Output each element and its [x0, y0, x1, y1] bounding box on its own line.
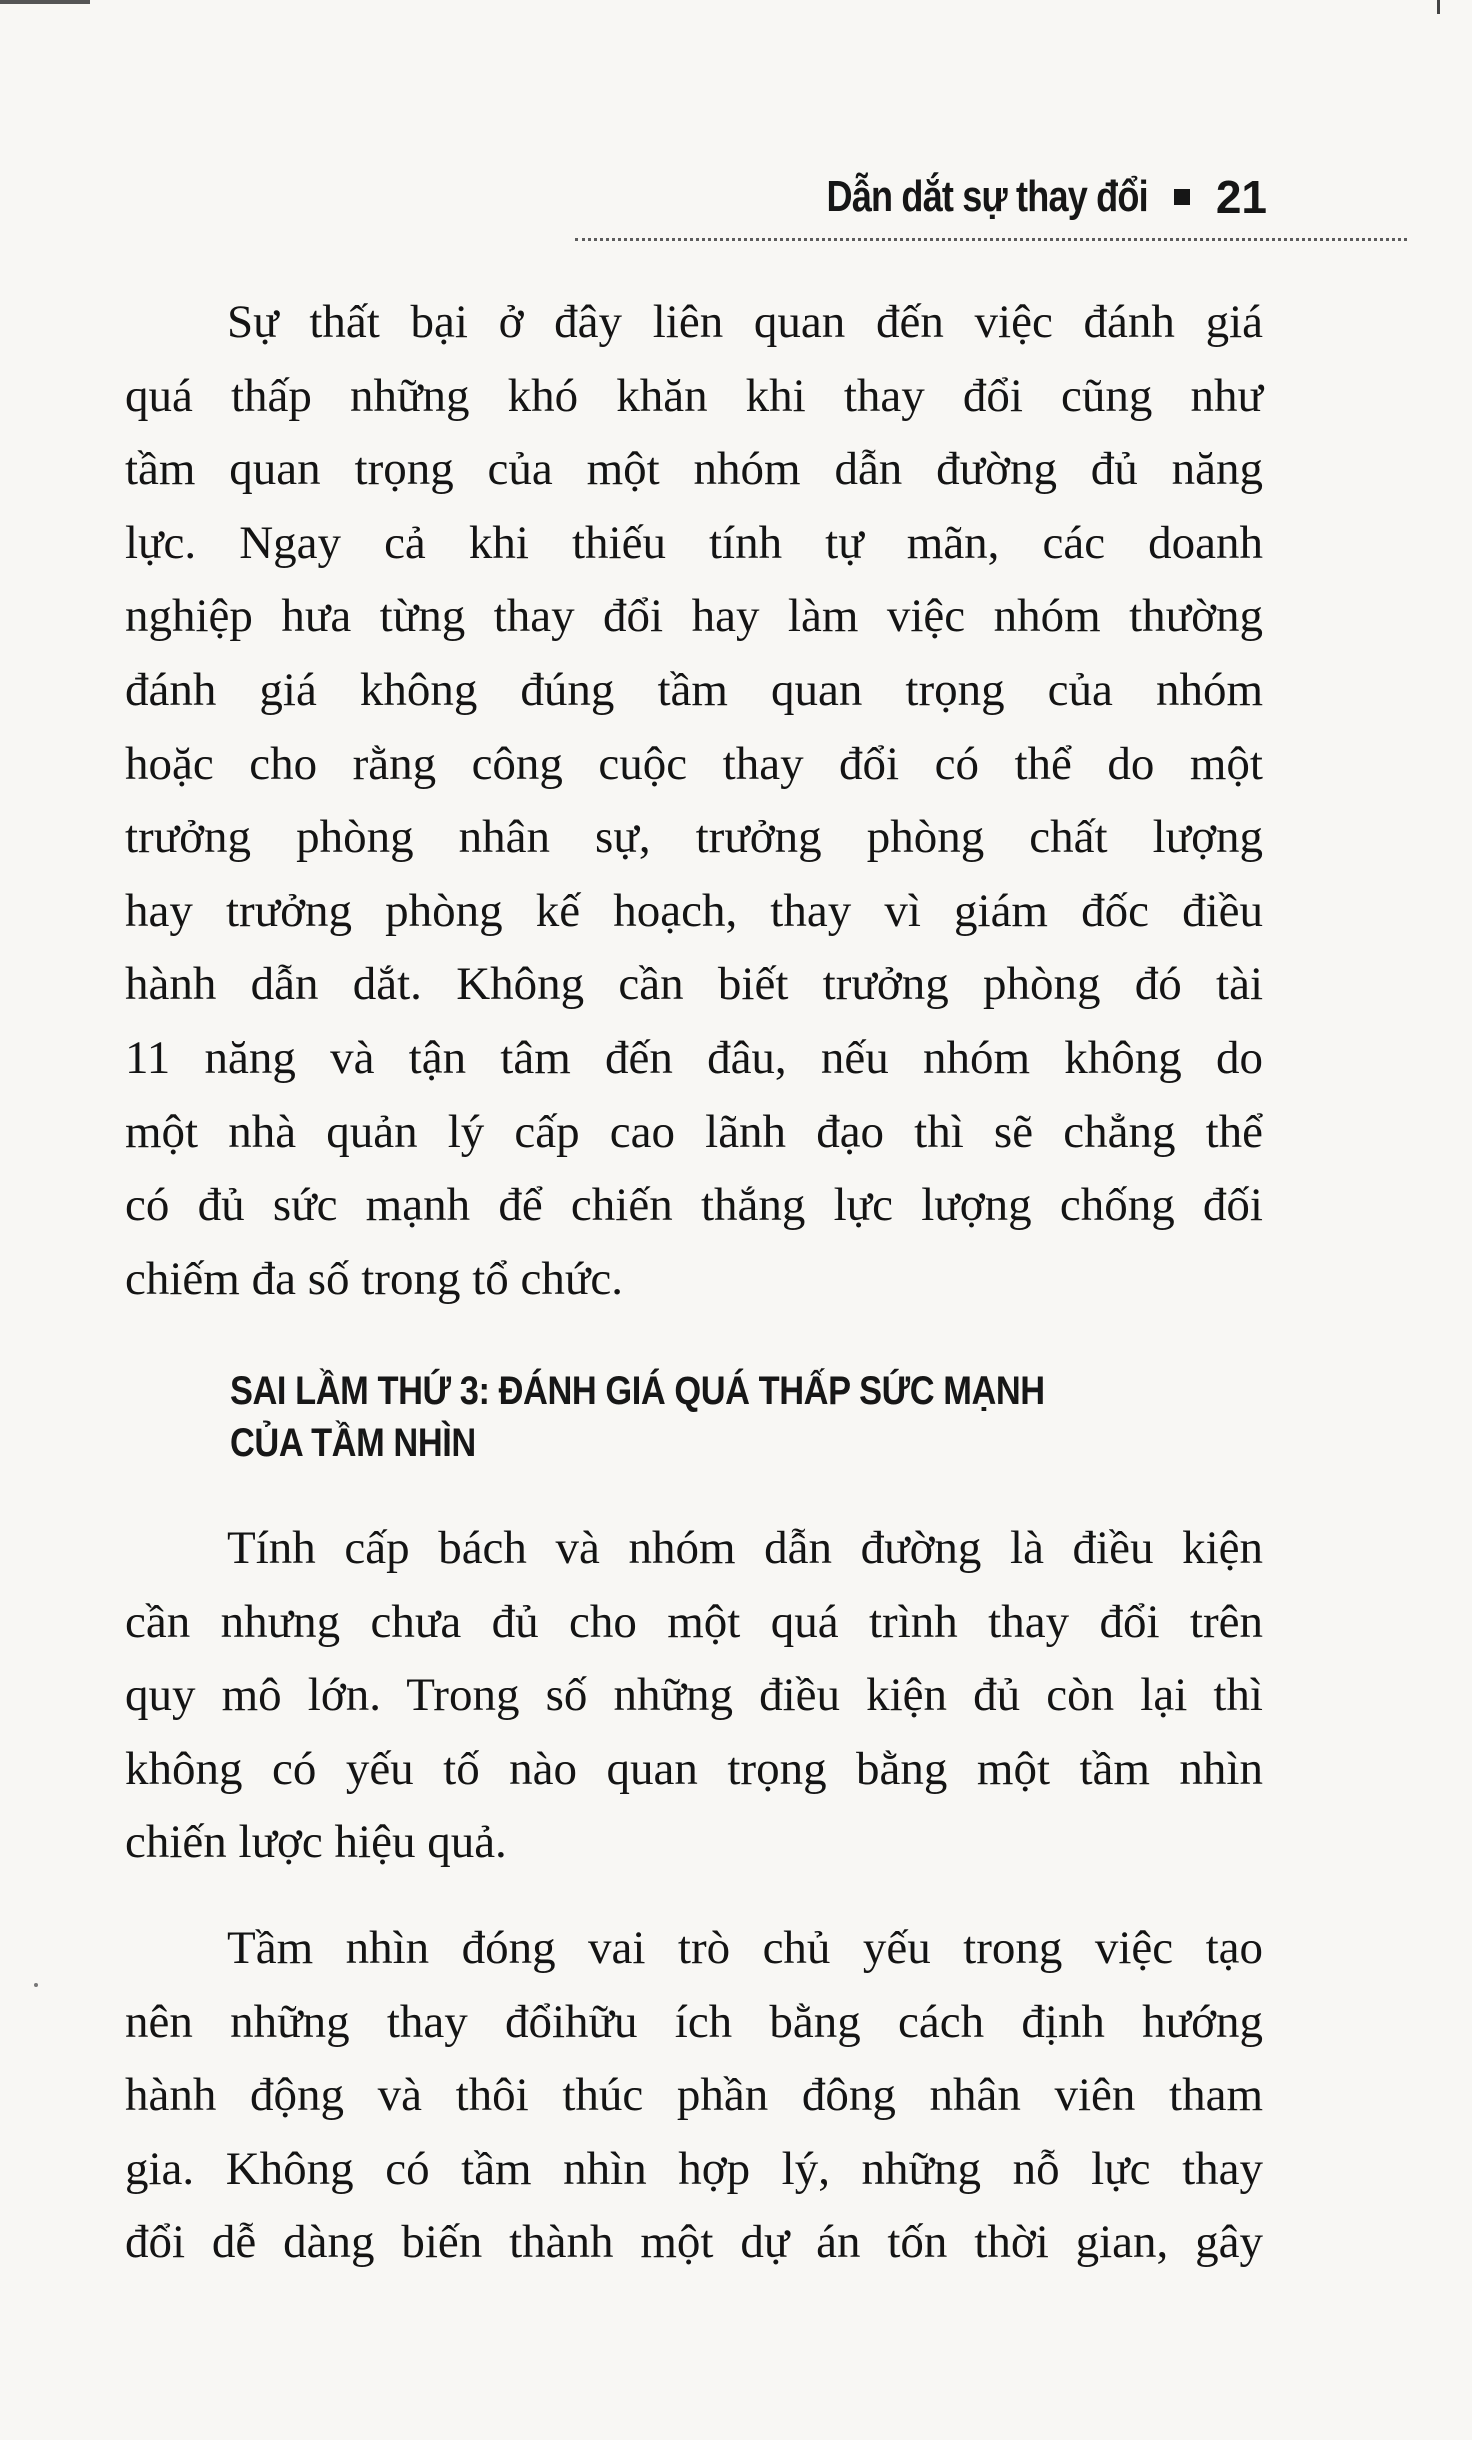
- header-dotted-rule: [575, 238, 1407, 241]
- paragraph-line: một nhà quản lý cấp cao lãnh đạo thì sẽ chẳng thể: [125, 1105, 1263, 1158]
- paragraph-line: nghiệp hưa từng thay đổi hay làm việc nhóm thường: [125, 590, 1263, 643]
- section-heading: [230, 1365, 1177, 1469]
- paragraph-line: không có yếu tố nào quan trọng bằng một tầm nhìn: [125, 1742, 1263, 1795]
- paragraph-line: Tính cấp bách và nhóm dẫn đường là điều kiện: [227, 1522, 1263, 1574]
- paragraph-1-body: [125, 286, 1263, 1316]
- paragraph-line: 11 năng và tận tâm đến đâu, nếu nhóm không do: [125, 1031, 1263, 1084]
- paragraph-1: [125, 286, 1263, 1316]
- scan-speck: [34, 1983, 38, 1987]
- paragraph-line: gia. Không có tầm nhìn hợp lý, những nỗ lực thay: [125, 2142, 1263, 2195]
- paragraph-3: [125, 1912, 1263, 2280]
- paragraph-line: Tầm nhìn đóng vai trò chủ yếu trong việc tạo: [227, 1922, 1263, 1974]
- paragraph-3-body: [125, 1912, 1263, 2280]
- paragraph-2-body: [125, 1512, 1263, 1880]
- paragraph-line: đánh giá không đúng tầm quan trọng của nhóm: [125, 663, 1263, 716]
- paragraph-line: chiến lược hiệu quả.: [125, 1816, 507, 1869]
- paragraph-line: hành dẫn dắt. Không cần biết trưởng phòng đó tài: [125, 958, 1263, 1011]
- paragraph-line: tầm quan trọng của một nhóm dẫn đường đủ năng: [125, 443, 1263, 496]
- paragraph-line: lực. Ngay cả khi thiếu tính tự mãn, các doanh: [125, 516, 1263, 569]
- paragraph-line: hoặc cho rằng công cuộc thay đổi có thể do một: [125, 737, 1263, 790]
- paragraph-line: đổi dễ dàng biến thành một dự án tốn thời gian, gây: [125, 2216, 1263, 2269]
- paragraph-line: cần nhưng chưa đủ cho một quá trình thay đổi trên: [125, 1595, 1263, 1648]
- paragraph-line: quá thấp những khó khăn khi thay đổi cũng như: [125, 369, 1263, 422]
- paragraph-2: [125, 1512, 1263, 1880]
- page-number: 21: [1215, 171, 1267, 223]
- section-heading-line-2: CỦA TẦM NHÌN: [230, 1421, 476, 1465]
- paragraph-line: chiếm đa số trong tổ chức.: [125, 1252, 623, 1305]
- scan-edge-tick: [1437, 0, 1440, 14]
- section-heading-line-1: SAI LẦM THỨ 3: ĐÁNH GIÁ QUÁ THẤP SỨC MẠNH: [230, 1369, 1045, 1413]
- header-bullet-icon: [1174, 189, 1190, 205]
- paragraph-line: quy mô lớn. Trong số những điều kiện đủ còn lại thì: [125, 1669, 1263, 1722]
- paragraph-line: trưởng phòng nhân sự, trưởng phòng chất lượng: [125, 811, 1263, 864]
- scan-edge-mark: [0, 0, 90, 4]
- paragraph-line: hay trưởng phòng kế hoạch, thay vì giám đốc điều: [125, 884, 1263, 937]
- paragraph-line: hành động và thôi thúc phần đông nhân viên tham: [125, 2069, 1263, 2122]
- running-header: [756, 170, 1267, 224]
- paragraph-line: Sự thất bại ở đây liên quan đến việc đánh giá: [227, 296, 1263, 348]
- paragraph-line: có đủ sức mạnh để chiến thắng lực lượng chống đối: [125, 1179, 1263, 1232]
- paragraph-line: nên những thay đổihữu ích bằng cách định hướng: [125, 1995, 1263, 2048]
- running-header-title: Dẫn dắt sự thay đổi: [826, 172, 1148, 221]
